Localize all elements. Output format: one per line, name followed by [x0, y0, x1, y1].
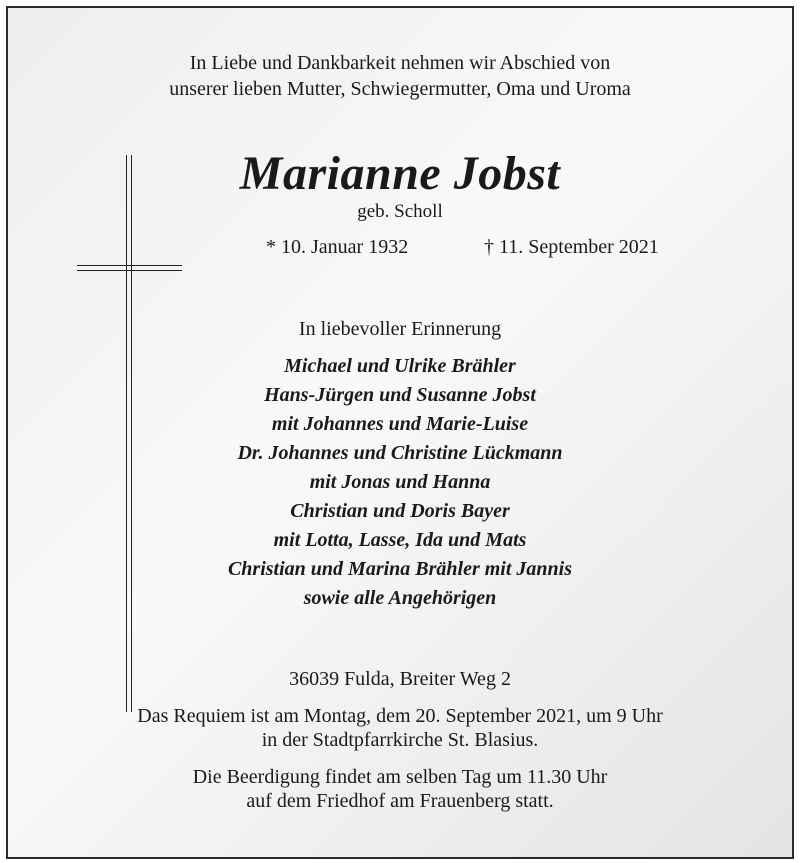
mourner-line: Christian und Marina Brähler mit Jannis [227, 558, 573, 580]
mourner-line: mit Jonas und Hanna [309, 471, 491, 493]
mourner-line: sowie alle Angehörigen [303, 587, 497, 609]
mourner-line: Dr. Johannes und Christine Lückmann [237, 442, 563, 464]
address: 36039 Fulda, Breiter Weg 2 [289, 668, 511, 690]
mourner-line: mit Lotta, Lasse, Ida und Mats [273, 529, 527, 551]
birth-date: * 10. Januar 1932 [266, 236, 409, 258]
intro-line-1: In Liebe und Dankbarkeit nehmen wir Abschied von [189, 52, 611, 74]
burial-line-2: auf dem Friedhof am Frauenberg statt. [246, 790, 554, 812]
mourner-line: Christian und Doris Bayer [290, 500, 510, 522]
burial-line-1: Die Beerdigung findet am selben Tag um 11.30 Uhr [192, 766, 608, 788]
requiem-line-2: in der Stadtpfarrkirche St. Blasius. [261, 729, 539, 751]
deceased-name: Marianne Jobst [239, 147, 561, 200]
intro-line-2: unserer lieben Mutter, Schwiegermutter, Oma und Uroma [169, 78, 631, 100]
mourner-line: mit Johannes und Marie-Luise [271, 413, 529, 435]
mourner-line: Hans-Jürgen und Susanne Jobst [264, 384, 536, 406]
requiem-line-1: Das Requiem ist am Montag, dem 20. September 2021, um 9 Uhr [137, 705, 663, 727]
memory-line: In liebevoller Erinnerung [298, 318, 502, 340]
birth-name: geb. Scholl [357, 201, 443, 222]
death-date: † 11. September 2021 [484, 236, 659, 258]
mourner-line: Michael und Ulrike Brähler [284, 355, 516, 377]
